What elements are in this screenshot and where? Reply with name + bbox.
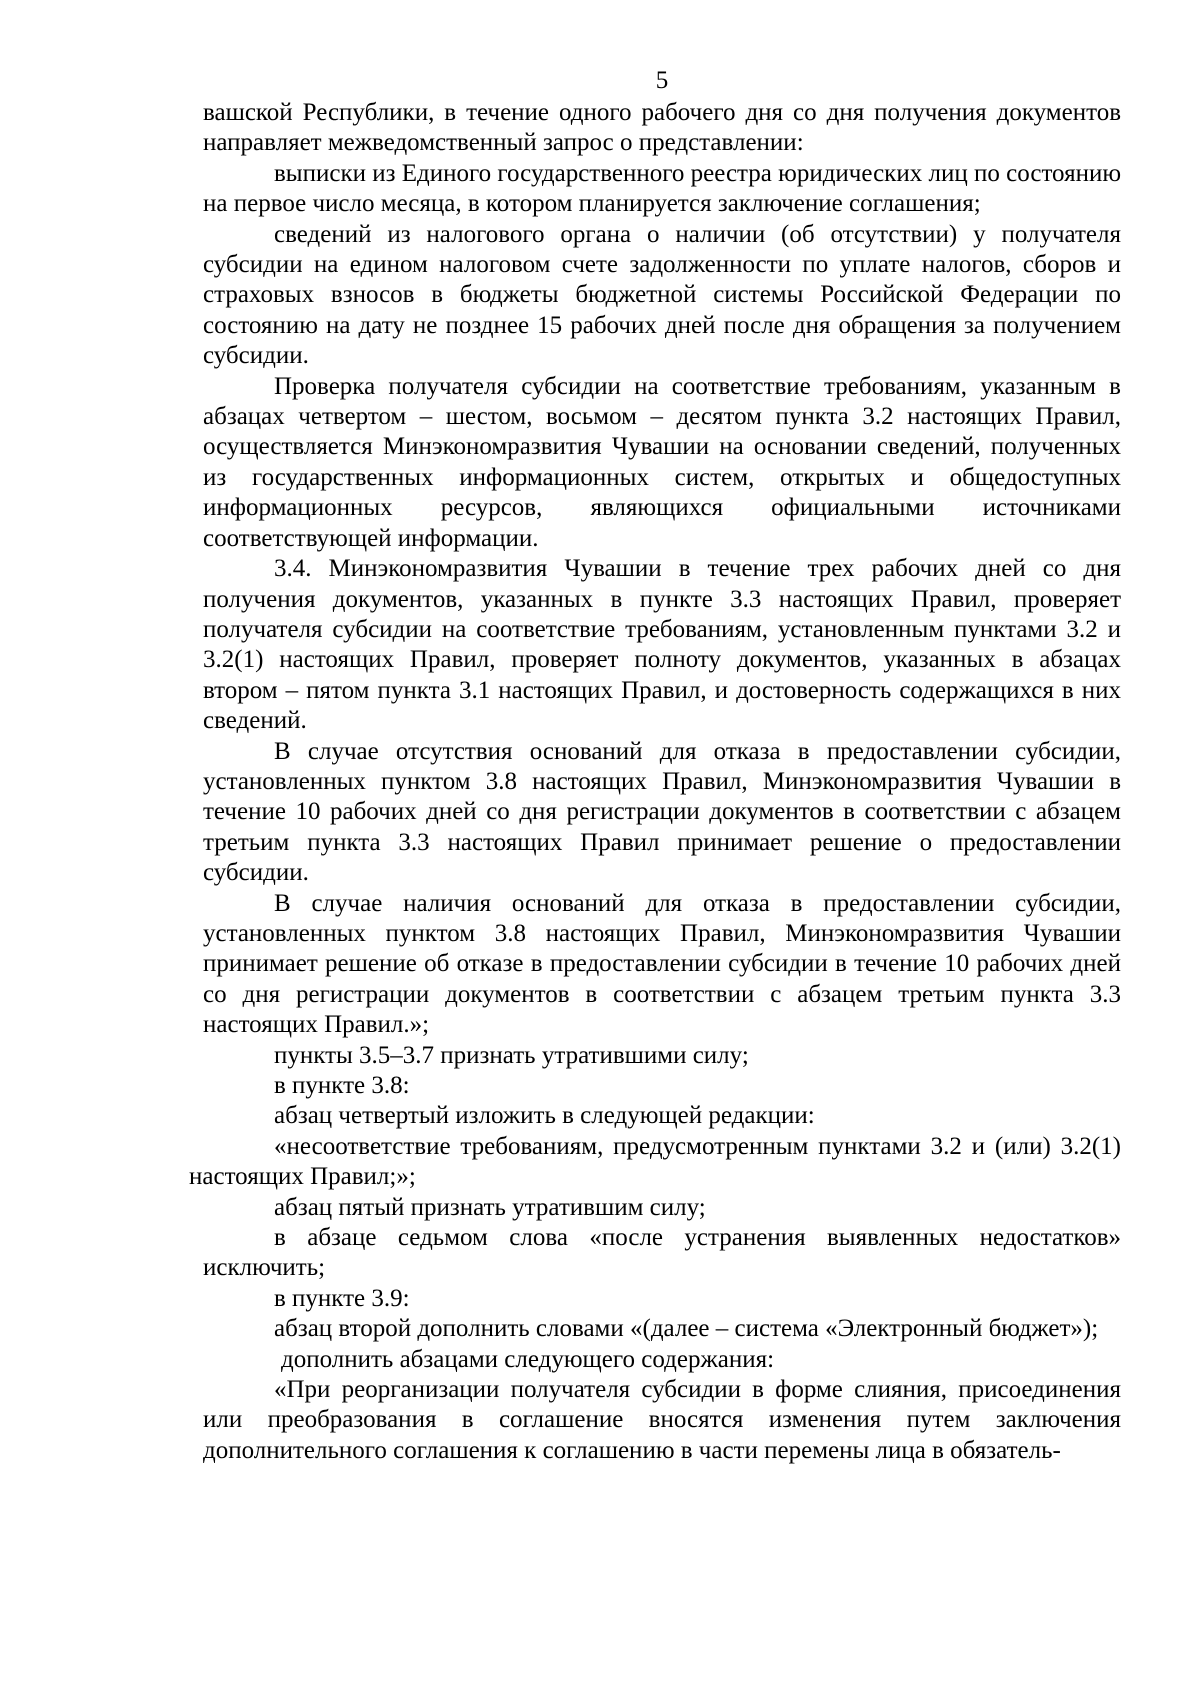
paragraph-7: В случае наличия оснований для отказа в предоставлении субсидии, установленных пунктом 3.8 настоящих Правил, Минэкономразвития Чувашии принимает решение об отказе в предоставлении субсидии в течение 10 рабочих дней со дня регистрации документов в соответствии с абзацем третьим пункта 3.3 настоящих Правил.»; bbox=[203, 889, 1121, 1039]
paragraph-3: сведений из налогового органа о наличии (об отсутствии) у получателя субсидии на едином налоговом счете задолженности по уплате налогов, сборов и страховых взносов в бюджеты бюджетной системы Российской Федерации по состоянию на дату не позднее 15 рабочих дней после дня обращения за получением субсидии. bbox=[203, 220, 1121, 370]
paragraph-13: в абзаце седьмом слова «после устранения выявленных недостатков» исключить; bbox=[203, 1224, 1121, 1282]
paragraph-1: вашской Республики, в течение одного рабочего дня со дня получения документов направляет межведомственный запрос о представлении: bbox=[203, 99, 1121, 157]
paragraph-17: «При реорганизации получателя субсидии в форме слияния, присоединения или преобразования в соглашение вносятся изменения путем заключения дополнительного соглашения к соглашению в части перемены лица в обязатель- bbox=[203, 1376, 1121, 1464]
document-page bbox=[189, 66, 1121, 1466]
paragraph-6: В случае отсутствия оснований для отказа в предоставлении субсидии, установленных пунктом 3.8 настоящих Правил, Минэкономразвития Чувашии в течение 10 рабочих дней со дня регистрации документов в соответствии с абзацем третьим пункта 3.3 настоящих Правил принимает решение о предоставлении субсидии. bbox=[203, 737, 1121, 887]
paragraph-11: «несоответствие требованиям, предусмотренным пунктами 3.2 и (или) 3.2(1) настоящих Правил;»; bbox=[189, 1132, 1121, 1191]
paragraph-16: дополнить абзацами следующего содержания: bbox=[281, 1345, 775, 1373]
paragraph-2: выписки из Единого государственного реестра юридических лиц по состоянию на первое число месяца, в котором планируется заключение соглашения; bbox=[203, 159, 1121, 218]
paragraph-10: абзац четвертый изложить в следующей редакции: bbox=[274, 1102, 815, 1130]
paragraph-8: пункты 3.5–3.7 признать утратившими силу; bbox=[274, 1041, 749, 1069]
paragraph-12: абзац пятый признать утратившим силу; bbox=[274, 1193, 706, 1221]
paragraph-5: 3.4. Минэкономразвития Чувашии в течение трех рабочих дней со дня получения документов, указанных в пункте 3.3 настоящих Правил, проверяет получателя субсидии на соответствие требованиям, установленным пунктами 3.2 и 3.2(1) настоящих Правил, проверяет полноту документов, указанных в абзацах втором – пятом пункта 3.1 настоящих Правил, и достоверность содержащихся в них сведений. bbox=[203, 555, 1121, 735]
paragraph-9: в пункте 3.8: bbox=[274, 1072, 410, 1099]
paragraph-14: в пункте 3.9: bbox=[274, 1284, 410, 1312]
page-number: 5 bbox=[655, 67, 669, 94]
paragraph-15: абзац второй дополнить словами «(далее – система «Электронный бюджет»); bbox=[274, 1315, 1099, 1343]
paragraph-4: Проверка получателя субсидии на соответствие требованиям, указанным в абзацах четвертом – шестом, восьмом – десятом пункта 3.2 настоящих Правил, осуществляется Минэкономразвития Чувашии на основании сведений, полученных из государственных информационных систем, открытых и общедоступных информационных ресурсов, являющихся официальными источниками соответствующей информации. bbox=[203, 372, 1121, 552]
